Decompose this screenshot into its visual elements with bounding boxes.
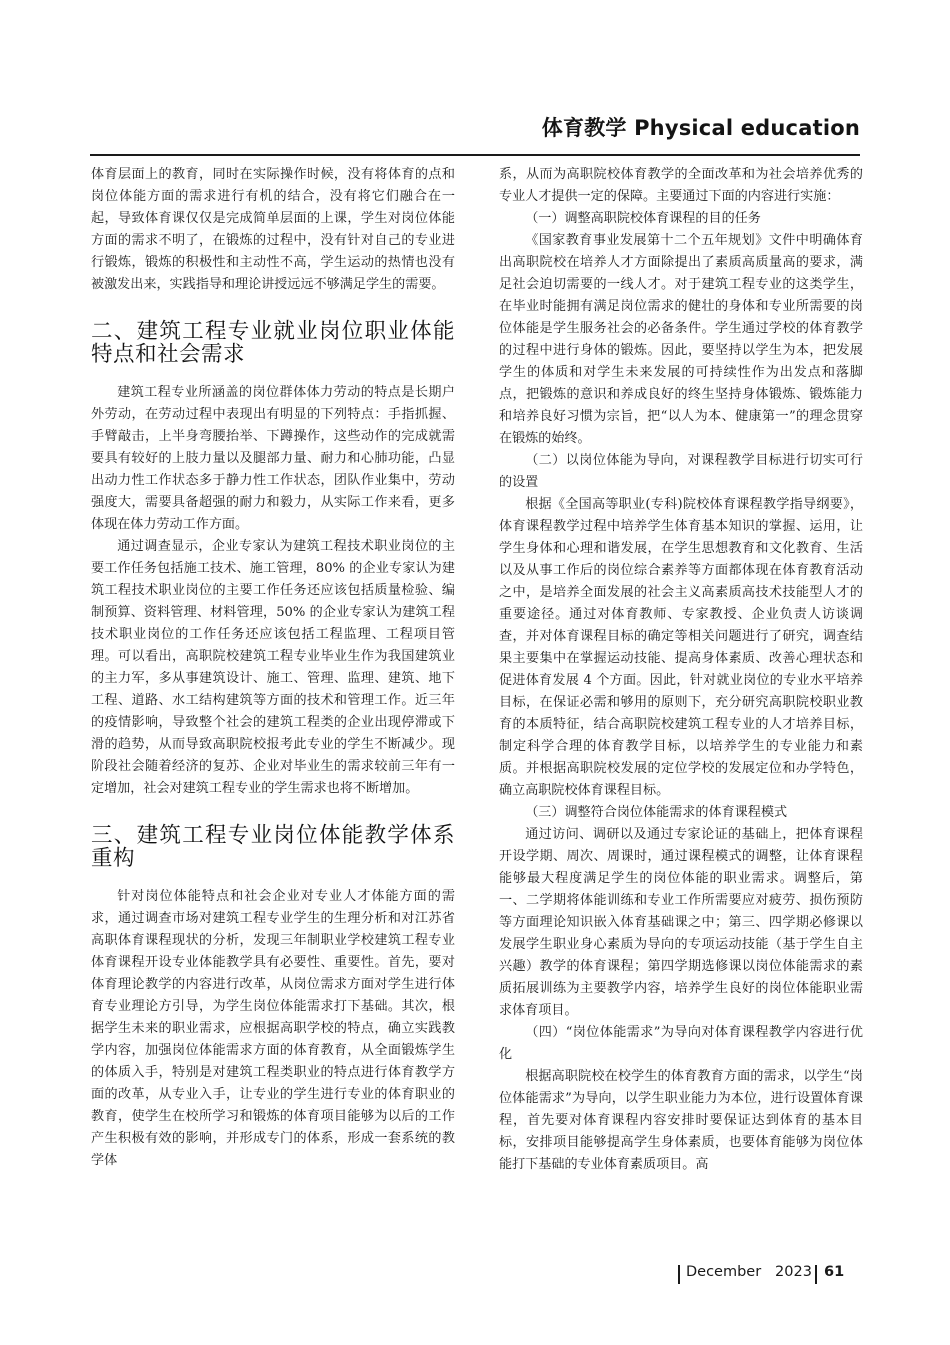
subheading-4: （四）“岗位体能需求”为导向对体育课程教学内容进行优化 [499, 1025, 863, 1062]
running-header [90, 104, 860, 156]
paragraph: 针对岗位体能特点和社会企业对专业人才体能方面的需求，通过调查市场对建筑工程专业学生的生理分析和对江苏省高职体育课程现状的分析，发现三年制职业学校建筑工程专业体育课程开设专业体能教学具有必要性、重要性。首先，要对体育理论教学的内容进行改革，从岗位需求方面对学生进行体育专业理论方引导，为学生岗位体能需求打下基础。其次，根据学生未来的职业需求，应根据高职学校的特点，确立实践教学内容，加强岗位体能需求方面的体育教育，从全面锻炼学生的体质入手，特别是对建筑工程类职业的特点进行体育教学方面的改革，从专业入手，让专业的学生进行专业的体育职业的教育，使学生在校所学习和锻炼的体育项目能够为以后的工作产生积极有效的影响，并形成专门的体系，形成一套系统的教学体 [91, 889, 455, 1168]
heading-section-2: 二、建筑工程专业就业岗位职业体能特点和社会需求 [91, 319, 455, 367]
paragraph: 通过访问、调研以及通过专家论证的基础上，把体育课程开设学期、周次、周课时，通过课程模式的调整，让体育课程能够最大程度满足学生的岗位体能的职业需求。调整后，第一、二学期将体能训练和专业工作所需要应对疲劳、损伤预防等方面理论知识嵌入体育基础课之中；第三、四学期必修课以发展学生职业身心素质为导向的专项运动技能（基于学生自主兴趣）教学的体育课程；第四学期选修课以岗位体能需求的素质拓展训练为主要教学内容，培养学生良好的岗位体能职业需求体育项目。 [499, 827, 863, 1018]
paragraph-continued: 体育层面上的教育，同时在实际操作时候，没有将体育的点和岗位体能方面的需求进行有机的结合，没有将它们融合在一起，导致体育课仅仅是完成简单层面的上课，学生对岗位体能方面的需求不明了，在锻炼的过程中，没有针对自己的专业进行锻炼，锻炼的积极性和主动性不高，学生运动的热情也没有被激发出来，实践指导和理论讲授远远不够满足学生的需要。 [91, 167, 455, 292]
heading-section-3: 三、建筑工程专业岗位体能教学体系重构 [91, 823, 455, 871]
issue-year: 2023 [775, 1264, 812, 1280]
subheading-2: （二）以岗位体能为导向，对课程教学目标进行切实可行的设置 [499, 453, 863, 490]
section-title: 体育教学 Physical education [541, 116, 860, 140]
paragraph: 《国家教育事业发展第十二个五年规划》文件中明确体育出高职院校在培养人才方面除提出了素质高质量高的要求，满足社会迫切需要的一线人才。对于建筑工程专业的这类学生，在毕业时能拥有满足岗位需求的健壮的身体和专业所需要的岗位体能是学生服务社会的必备条件。学生通过学校的体育教学的过程中进行身体的锻炼。因此，要坚持以学生为本，把发展学生的体质和对学生未来发展的可持续性作为出发点和落脚点，把锻炼的意识和养成良好的终生坚持身体锻炼、锻炼能力和培养良好习惯为宗旨，把“以人为本、健康第一”的理念贯穿在锻炼的始终。 [499, 233, 863, 446]
page-footer [678, 1263, 860, 1285]
paragraph: 建筑工程专业所涵盖的岗位群体体力劳动的特点是长期户外劳动，在劳动过程中表现出有明显的下列特点：手指抓握、手臂敲击，上半身弯腰抬举、下蹲操作，这些动作的完成就需要具有较好的上肢力量以及腿部力量、耐力和心肺功能，凸显出动力性工作状态多于静力性工作状态，团队作业集中，劳动强度大，需要具备超强的耐力和毅力，从实际工作来看，更多体现在体力劳动工作方面。 [91, 385, 455, 532]
right-column [499, 164, 863, 1176]
page-number: 61 [824, 1264, 845, 1280]
paragraph: 通过调查显示，企业专家认为建筑工程技术职业岗位的主要工作任务包括施工技术、施工管理，80% 的企业专家认为建筑工程技术职业岗位的主要工作任务还应该包括质量检验、编制预算、资料管理、材料管理，50% 的企业专家认为建筑工程技术职业岗位的工作任务还应该包括工程监理、工程项目管理。可以看出，高职院校建筑工程专业毕业生作为我国建筑业的主力军，多从事建筑设计、施工、管理、监理、建筑、地下工程、道路、水工结构建筑等方面的技术和管理工作。近三年的疫情影响，导致整个社会的建筑工程类的企业出现停滞或下滑的趋势，从而导致高职院校报考此专业的学生不断减少。现阶段社会随着经济的复苏、企业对毕业生的需求较前三年有一定增加，社会对建筑工程专业的学生需求也将不断增加。 [91, 539, 455, 796]
paragraph-continued: 系，从而为高职院校体育教学的全面改革和为社会培养优秀的专业人才提供一定的保障。主要通过下面的内容进行实施： [499, 167, 863, 204]
subheading-3: （三）调整符合岗位体能需求的体育课程模式 [525, 805, 788, 820]
issue-date [686, 1264, 812, 1280]
footer-divider [815, 1265, 817, 1284]
paragraph: 根据《全国高等职业(专科)院校体育课程教学指导纲要》，体育课程教学过程中培养学生体育基本知识的掌握、运用，让学生身体和心理和谐发展，在学生思想教育和文化教育、生活以及从事工作后的岗位综合素养等方面都体现在体育教育活动之中，是培养全面发展的社会主义高素质高技术技能型人才的重要途径。通过对体育教师、专家教授、企业负责人访谈调查，并对体育课程目标的确定等相关问题进行了研究，调查结果主要集中在掌握运动技能、提高身体素质、改善心理状态和促进体育发展 4 个方面。因此，针对就业岗位的专业水平培养目标，在保证必需和够用的原则下，充分研究高职院校职业教育的本质特征，结合高职院校建筑工程专业的人才培养目标，制定科学合理的体育教学目标，以培养学生的专业能力和素质。并根据高职院校发展的定位学校的发展定位和办学特色，确立高职院校体育课程目标。 [499, 497, 863, 798]
issue-month: December [686, 1264, 762, 1280]
left-column [91, 164, 455, 1172]
subheading-1: （一）调整高职院校体育课程的目的任务 [525, 211, 761, 226]
paragraph: 根据高职院校在校学生的体育教育方面的需求，以学生“岗位体能需求”为导向，以学生职业能力为本位，进行设置体育课程，首先要对体育课程内容安排时要保证达到体育的基本目标，安排项目能够提高学生身体素质，也要体育能够为岗位体能打下基础的专业体育素质项目。高 [499, 1069, 863, 1172]
footer-divider [678, 1265, 680, 1284]
